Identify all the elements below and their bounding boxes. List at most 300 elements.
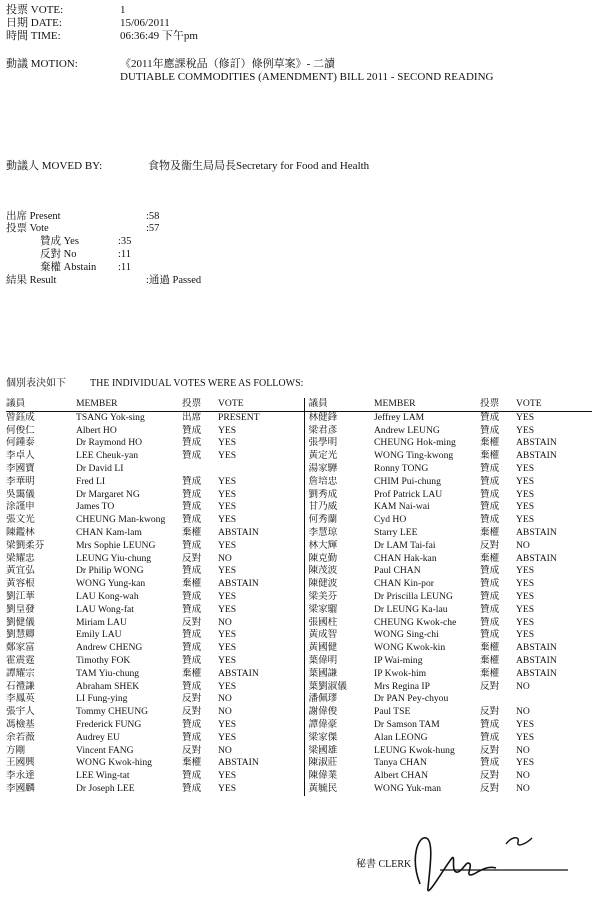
left-vote-en-cell: [218, 463, 304, 476]
signature-mark: [400, 828, 570, 896]
right-vote-zh-cell: 贊成: [480, 718, 500, 730]
present-value: :58: [146, 211, 160, 222]
left-vote-zh-cell: 反對: [182, 552, 202, 564]
right-vote-zh-cell: [480, 693, 516, 706]
right-member-zh-cell: 葉劉淑儀: [304, 681, 374, 694]
left-vote-zh-cell: 贊成: [182, 782, 202, 794]
right-vote-zh-cell: 贊成: [480, 424, 500, 436]
left-member-en-cell: LEE Wing-tat: [76, 770, 130, 782]
left-member-zh-cell: 李卓人: [6, 450, 35, 462]
table-row: [6, 514, 592, 527]
right-member-en-cell: WONG Ting-kwong: [374, 450, 454, 462]
right-member-zh-cell: 李慧琼: [304, 527, 374, 540]
left-member-zh-cell: 何鍾泰: [6, 437, 35, 449]
left-vote-en-cell: YES: [218, 565, 237, 577]
right-member-en-cell: Jeffrey LAM: [374, 411, 425, 423]
table-row: [6, 540, 592, 553]
left-vote-en-cell: NO: [218, 744, 232, 756]
left-member-zh-cell: 何俊仁: [6, 424, 35, 436]
table-row: [6, 604, 592, 617]
left-member-en-cell: Fred LI: [76, 475, 106, 487]
right-member-en-cell: IP Wai-ming: [374, 654, 423, 666]
left-vote-zh-cell: 棄權: [182, 757, 202, 769]
right-member-en-cell: Prof Patrick LAU: [374, 488, 443, 500]
right-member-zh-cell: 陳淑莊: [304, 757, 374, 770]
left-member-en-cell: LEUNG Yiu-chung: [76, 552, 152, 564]
right-member-en-cell: Starry LEE: [374, 526, 418, 538]
right-member-zh-cell: 林健鋒: [304, 411, 374, 424]
right-vote-zh-cell: 棄權: [480, 526, 500, 538]
motion-title-zh: 《2011年應課稅品（修訂）條例草案》- 二讀: [120, 58, 336, 70]
left-member-en-cell: WONG Yung-kan: [76, 578, 146, 590]
left-member-en-cell: Miriam LAU: [76, 616, 127, 628]
left-member-zh-cell: 石禮謙: [6, 680, 35, 692]
moved-by-label: 動議人 MOVED BY:: [6, 160, 103, 172]
left-member-zh-cell: 陳鑑林: [6, 526, 35, 538]
abstain-label: 棄權 Abstain: [40, 262, 97, 273]
right-member-en-cell: Paul CHAN: [374, 565, 421, 577]
right-vote-en-cell: YES: [516, 616, 535, 628]
left-vote-en-cell: NO: [218, 616, 232, 628]
vote-number-value: 1: [120, 4, 126, 16]
left-vote-zh-cell: 反對: [182, 744, 202, 756]
right-vote-zh-cell: 贊成: [480, 603, 500, 615]
left-vote-en-cell: NO: [218, 706, 232, 718]
left-member-en-cell: Dr Philip WONG: [76, 565, 144, 577]
left-member-zh-cell: 王國興: [6, 757, 35, 769]
right-member-zh-cell: 陳健波: [304, 578, 374, 591]
right-vote-en-cell: YES: [516, 718, 535, 730]
table-row: [6, 757, 592, 770]
left-vote-en-cell: YES: [218, 629, 237, 641]
left-member-en-cell: James TO: [76, 501, 115, 513]
col-header-member-zh: 議員: [6, 398, 76, 411]
vote-number-label: 投票 VOTE:: [6, 4, 64, 16]
right-member-en-cell: LEUNG Kwok-hung: [374, 744, 455, 756]
right-vote-en-cell: YES: [516, 603, 535, 615]
right-member-en-cell: Paul TSE: [374, 706, 411, 718]
left-vote-en-cell: ABSTAIN: [218, 578, 259, 590]
left-vote-zh-cell: [182, 463, 218, 476]
left-vote-en-cell: YES: [218, 680, 237, 692]
left-vote-zh-cell: 反對: [182, 693, 202, 705]
no-value: :11: [118, 249, 132, 260]
right-member-zh-cell: 何秀蘭: [304, 514, 374, 527]
left-vote-en-cell: YES: [218, 782, 237, 794]
right-member-zh-cell: 黃定光: [304, 450, 374, 463]
left-member-zh-cell: 李鳳英: [6, 693, 35, 705]
left-vote-en-cell: YES: [218, 450, 237, 462]
table-row: [6, 527, 592, 540]
right-vote-en-cell: YES: [516, 462, 535, 474]
right-member-en-cell: Albert CHAN: [374, 770, 429, 782]
right-vote-en-cell: NO: [516, 770, 530, 782]
left-member-zh-cell: 劉江華: [6, 590, 35, 602]
right-member-zh-cell: 林大輝: [304, 540, 374, 553]
right-vote-en-cell: ABSTAIN: [516, 450, 557, 462]
votes-heading-zh: 個別表決如下: [6, 378, 66, 389]
left-vote-en-cell: ABSTAIN: [218, 526, 259, 538]
right-member-en-cell: Mrs Regina IP: [374, 680, 430, 692]
right-member-zh-cell: 梁家騮: [304, 604, 374, 617]
right-vote-zh-cell: 棄權: [480, 450, 500, 462]
table-row: [6, 591, 592, 604]
left-member-zh-cell: 吳靄儀: [6, 488, 35, 500]
abstain-value: :11: [118, 262, 132, 273]
right-member-zh-cell: 陳茂波: [304, 565, 374, 578]
left-member-en-cell: LI Fung-ying: [76, 693, 128, 705]
left-member-zh-cell: 方剛: [6, 744, 26, 756]
left-member-zh-cell: 劉皇發: [6, 603, 35, 615]
left-member-zh-cell: 鄭家富: [6, 642, 35, 654]
left-member-en-cell: Dr David LI: [76, 462, 124, 474]
left-member-en-cell: CHEUNG Man-kwong: [76, 514, 166, 526]
right-vote-zh-cell: 贊成: [480, 590, 500, 602]
left-vote-zh-cell: 贊成: [182, 437, 202, 449]
right-member-en-cell: Dr PAN Pey-chyou: [374, 693, 449, 705]
left-member-zh-cell: 譚耀宗: [6, 667, 35, 679]
right-member-zh-cell: 湯家驊: [304, 463, 374, 476]
right-member-en-cell: CHAN Kin-por: [374, 578, 434, 590]
date-label: 日期 DATE:: [6, 17, 62, 29]
motion-label: 動議 MOTION:: [6, 58, 78, 70]
right-vote-zh-cell: 棄權: [480, 667, 500, 679]
right-vote-en-cell: [516, 693, 592, 706]
left-vote-zh-cell: 贊成: [182, 514, 202, 526]
time-label: 時間 TIME:: [6, 30, 61, 42]
left-member-en-cell: Frederick FUNG: [76, 718, 142, 730]
left-vote-en-cell: YES: [218, 437, 237, 449]
vote-count-value: :57: [146, 223, 160, 234]
left-vote-zh-cell: 贊成: [182, 475, 202, 487]
left-vote-zh-cell: 贊成: [182, 590, 202, 602]
col-header-member-en-right: MEMBER: [374, 398, 480, 411]
right-member-zh-cell: 劉秀成: [304, 489, 374, 502]
right-member-zh-cell: 梁美芬: [304, 591, 374, 604]
right-vote-en-cell: NO: [516, 539, 530, 551]
left-vote-zh-cell: 贊成: [182, 642, 202, 654]
right-member-en-cell: CHEUNG Hok-ming: [374, 437, 456, 449]
right-member-en-cell: IP Kwok-him: [374, 667, 427, 679]
right-vote-zh-cell: 贊成: [480, 475, 500, 487]
col-header-vote-en-right: VOTE: [516, 398, 592, 411]
yes-value: :35: [118, 236, 132, 247]
table-row: [6, 732, 592, 745]
left-member-en-cell: Dr Raymond HO: [76, 437, 143, 449]
left-vote-en-cell: YES: [218, 642, 237, 654]
left-member-zh-cell: 梁耀忠: [6, 552, 35, 564]
table-row: [6, 719, 592, 732]
right-vote-en-cell: ABSTAIN: [516, 642, 557, 654]
left-member-zh-cell: 霍震霆: [6, 654, 35, 666]
right-member-zh-cell: 黃毓民: [304, 783, 374, 796]
left-member-en-cell: LAU Kong-wah: [76, 590, 139, 602]
right-member-zh-cell: 張國柱: [304, 617, 374, 630]
right-member-zh-cell: 陳克勤: [304, 553, 374, 566]
left-vote-zh-cell: 贊成: [182, 450, 202, 462]
col-header-vote-en: VOTE: [218, 398, 304, 411]
left-vote-en-cell: YES: [218, 603, 237, 615]
left-member-zh-cell: 馮檢基: [6, 718, 35, 730]
table-row: [6, 681, 592, 694]
left-vote-en-cell: YES: [218, 770, 237, 782]
right-member-zh-cell: 甘乃威: [304, 501, 374, 514]
right-member-zh-cell: 詹培忠: [304, 476, 374, 489]
individual-votes-table: [6, 398, 592, 796]
left-member-en-cell: Mrs Sophie LEUNG: [76, 539, 156, 551]
right-member-en-cell: KAM Nai-wai: [374, 501, 430, 513]
left-member-en-cell: Tommy CHEUNG: [76, 706, 149, 718]
right-vote-zh-cell: 贊成: [480, 514, 500, 526]
left-vote-en-cell: ABSTAIN: [218, 667, 259, 679]
right-vote-zh-cell: 贊成: [480, 629, 500, 641]
left-vote-zh-cell: 贊成: [182, 680, 202, 692]
table-row: [6, 489, 592, 502]
left-vote-en-cell: ABSTAIN: [218, 757, 259, 769]
left-member-zh-cell: 黃容根: [6, 578, 35, 590]
table-row: [6, 655, 592, 668]
left-member-en-cell: Vincent FANG: [76, 744, 134, 756]
left-vote-zh-cell: 贊成: [182, 488, 202, 500]
left-vote-en-cell: PRESENT: [218, 411, 260, 423]
result-value: :通過 Passed: [146, 275, 202, 286]
right-vote-en-cell: NO: [516, 744, 530, 756]
table-row: [6, 463, 592, 476]
clerk-signature-block: [356, 828, 570, 901]
right-member-en-cell: Alan LEONG: [374, 731, 428, 743]
right-member-en-cell: Dr Samson TAM: [374, 718, 440, 730]
right-vote-zh-cell: 反對: [480, 539, 500, 551]
left-vote-en-cell: NO: [218, 552, 232, 564]
table-row: [6, 425, 592, 438]
right-vote-zh-cell: 反對: [480, 782, 500, 794]
table-header-row: [6, 398, 592, 411]
table-row: [6, 668, 592, 681]
table-row: [6, 501, 592, 514]
votes-heading-en: THE INDIVIDUAL VOTES WERE AS FOLLOWS:: [90, 378, 304, 389]
col-header-vote-zh: 投票: [182, 398, 218, 411]
left-vote-zh-cell: 贊成: [182, 424, 202, 436]
left-member-zh-cell: 曾鈺成: [6, 411, 35, 423]
right-vote-en-cell: NO: [516, 706, 530, 718]
right-member-zh-cell: 梁家傑: [304, 732, 374, 745]
right-member-en-cell: WONG Yuk-man: [374, 782, 442, 794]
left-vote-zh-cell: 出席: [182, 411, 202, 423]
right-vote-zh-cell: 贊成: [480, 616, 500, 628]
left-vote-en-cell: YES: [218, 654, 237, 666]
left-member-zh-cell: 涂謹申: [6, 501, 35, 513]
right-member-en-cell: CHEUNG Kwok-che: [374, 616, 457, 628]
left-vote-en-cell: YES: [218, 514, 237, 526]
date-value: 15/06/2011: [120, 17, 170, 29]
right-vote-zh-cell: 贊成: [480, 757, 500, 769]
left-vote-zh-cell: 贊成: [182, 501, 202, 513]
right-vote-zh-cell: 棄權: [480, 437, 500, 449]
left-vote-en-cell: YES: [218, 488, 237, 500]
left-member-en-cell: Abraham SHEK: [76, 680, 140, 692]
right-member-zh-cell: 梁國雄: [304, 745, 374, 758]
left-member-en-cell: TAM Yiu-chung: [76, 667, 140, 679]
left-member-zh-cell: 劉慧卿: [6, 629, 35, 641]
right-vote-en-cell: YES: [516, 424, 535, 436]
left-vote-zh-cell: 贊成: [182, 770, 202, 782]
table-row: [6, 642, 592, 655]
left-member-en-cell: Dr Joseph LEE: [76, 782, 135, 794]
table-row: [6, 629, 592, 642]
right-vote-en-cell: ABSTAIN: [516, 437, 557, 449]
table-row: [6, 745, 592, 758]
moved-by-value: 食物及衞生局局長Secretary for Food and Health: [148, 160, 370, 172]
right-vote-en-cell: YES: [516, 578, 535, 590]
right-member-zh-cell: 黃成智: [304, 629, 374, 642]
right-member-en-cell: Dr LEUNG Ka-lau: [374, 603, 448, 615]
right-member-zh-cell: 陳偉業: [304, 770, 374, 783]
left-member-zh-cell: 李國麟: [6, 782, 35, 794]
right-member-en-cell: WONG Sing-chi: [374, 629, 439, 641]
right-vote-zh-cell: 贊成: [480, 731, 500, 743]
left-member-en-cell: Emily LAU: [76, 629, 122, 641]
left-vote-zh-cell: 贊成: [182, 718, 202, 730]
left-member-en-cell: TSANG Yok-sing: [76, 411, 145, 423]
right-member-en-cell: Dr Priscilla LEUNG: [374, 590, 453, 602]
right-member-en-cell: Dr LAM Tai-fai: [374, 539, 436, 551]
vote-count-label: 投票 Vote: [6, 223, 49, 234]
left-member-en-cell: WONG Kwok-hing: [76, 757, 152, 769]
left-member-zh-cell: 黃宜弘: [6, 565, 35, 577]
right-member-en-cell: CHAN Hak-kan: [374, 552, 437, 564]
col-header-member-zh-right: 議員: [304, 398, 374, 411]
left-vote-en-cell: YES: [218, 590, 237, 602]
left-vote-zh-cell: 贊成: [182, 565, 202, 577]
table-row: [6, 706, 592, 719]
table-row: [6, 617, 592, 630]
right-vote-zh-cell: 反對: [480, 706, 500, 718]
right-vote-en-cell: ABSTAIN: [516, 552, 557, 564]
table-row: [6, 565, 592, 578]
left-vote-en-cell: YES: [218, 718, 237, 730]
left-vote-zh-cell: 棄權: [182, 667, 202, 679]
table-row: [6, 411, 592, 424]
left-vote-en-cell: YES: [218, 475, 237, 487]
table-row: [6, 578, 592, 591]
right-vote-zh-cell: 贊成: [480, 578, 500, 590]
table-row: [6, 693, 592, 706]
left-member-zh-cell: 李國寶: [6, 462, 35, 474]
table-row: [6, 770, 592, 783]
motion-title-en: DUTIABLE COMMODITIES (AMENDMENT) BILL 2011 - SECOND READING: [120, 71, 494, 83]
left-member-en-cell: Audrey EU: [76, 731, 120, 743]
right-vote-zh-cell: 贊成: [480, 488, 500, 500]
table-row: [6, 437, 592, 450]
left-vote-en-cell: NO: [218, 693, 232, 705]
left-vote-zh-cell: 贊成: [182, 731, 202, 743]
left-member-en-cell: CHAN Kam-lam: [76, 526, 142, 538]
right-member-en-cell: Cyd HO: [374, 514, 407, 526]
right-vote-zh-cell: 贊成: [480, 565, 500, 577]
right-vote-zh-cell: 反對: [480, 680, 500, 692]
right-vote-en-cell: YES: [516, 629, 535, 641]
time-value: 06:36:49 下午pm: [120, 30, 198, 42]
right-vote-zh-cell: 贊成: [480, 462, 500, 474]
left-member-zh-cell: 張文光: [6, 514, 35, 526]
left-vote-en-cell: YES: [218, 731, 237, 743]
left-member-en-cell: LAU Wong-fat: [76, 603, 134, 615]
present-label: 出席 Present: [6, 211, 61, 222]
right-vote-en-cell: YES: [516, 514, 535, 526]
left-member-zh-cell: 劉健儀: [6, 616, 35, 628]
right-vote-en-cell: ABSTAIN: [516, 667, 557, 679]
table-row: [6, 783, 592, 796]
right-vote-zh-cell: 反對: [480, 744, 500, 756]
left-vote-zh-cell: 贊成: [182, 539, 202, 551]
left-vote-zh-cell: 贊成: [182, 654, 202, 666]
clerk-label: 秘書 CLERK: [356, 859, 412, 870]
right-vote-zh-cell: 贊成: [480, 501, 500, 513]
right-vote-en-cell: YES: [516, 501, 535, 513]
right-member-zh-cell: 譚偉豪: [304, 719, 374, 732]
left-member-zh-cell: 梁劉柔芬: [6, 539, 45, 551]
right-vote-en-cell: YES: [516, 411, 535, 423]
left-member-en-cell: Dr Margaret NG: [76, 488, 140, 500]
left-vote-en-cell: YES: [218, 501, 237, 513]
left-vote-zh-cell: 贊成: [182, 603, 202, 615]
right-member-zh-cell: 黃國健: [304, 642, 374, 655]
left-member-en-cell: Timothy FOK: [76, 654, 131, 666]
right-vote-zh-cell: 贊成: [480, 411, 500, 423]
right-member-zh-cell: 梁君彥: [304, 425, 374, 438]
right-vote-en-cell: ABSTAIN: [516, 654, 557, 666]
left-member-en-cell: LEE Cheuk-yan: [76, 450, 139, 462]
left-member-zh-cell: 李華明: [6, 475, 35, 487]
right-member-en-cell: Andrew LEUNG: [374, 424, 440, 436]
left-vote-zh-cell: 反對: [182, 706, 202, 718]
left-member-zh-cell: 余若薇: [6, 731, 35, 743]
right-member-en-cell: Ronny TONG: [374, 462, 429, 474]
right-vote-en-cell: YES: [516, 565, 535, 577]
left-member-en-cell: Andrew CHENG: [76, 642, 143, 654]
left-vote-en-cell: YES: [218, 424, 237, 436]
left-vote-zh-cell: 反對: [182, 616, 202, 628]
right-vote-en-cell: YES: [516, 488, 535, 500]
right-vote-en-cell: ABSTAIN: [516, 526, 557, 538]
left-vote-zh-cell: 贊成: [182, 629, 202, 641]
right-vote-en-cell: NO: [516, 680, 530, 692]
right-vote-en-cell: YES: [516, 757, 535, 769]
table-row: [6, 553, 592, 566]
no-label: 反對 No: [40, 249, 77, 260]
right-vote-zh-cell: 棄權: [480, 552, 500, 564]
right-vote-zh-cell: 反對: [480, 770, 500, 782]
col-header-vote-zh-right: 投票: [480, 398, 516, 411]
yes-label: 贊成 Yes: [40, 236, 79, 247]
left-vote-en-cell: YES: [218, 539, 237, 551]
right-member-en-cell: CHIM Pui-chung: [374, 475, 441, 487]
left-member-zh-cell: 李永達: [6, 770, 35, 782]
right-vote-en-cell: YES: [516, 731, 535, 743]
result-label: 結果 Result: [6, 275, 57, 286]
right-vote-zh-cell: 棄權: [480, 654, 500, 666]
right-member-en-cell: WONG Kwok-kin: [374, 642, 446, 654]
right-vote-en-cell: YES: [516, 475, 535, 487]
table-row: [6, 450, 592, 463]
left-vote-zh-cell: 棄權: [182, 578, 202, 590]
right-member-en-cell: Tanya CHAN: [374, 757, 427, 769]
right-member-zh-cell: 潘佩璆: [304, 693, 374, 706]
left-vote-zh-cell: 棄權: [182, 526, 202, 538]
table-row: [6, 476, 592, 489]
left-member-en-cell: Albert HO: [76, 424, 117, 436]
right-member-zh-cell: 葉國謙: [304, 668, 374, 681]
